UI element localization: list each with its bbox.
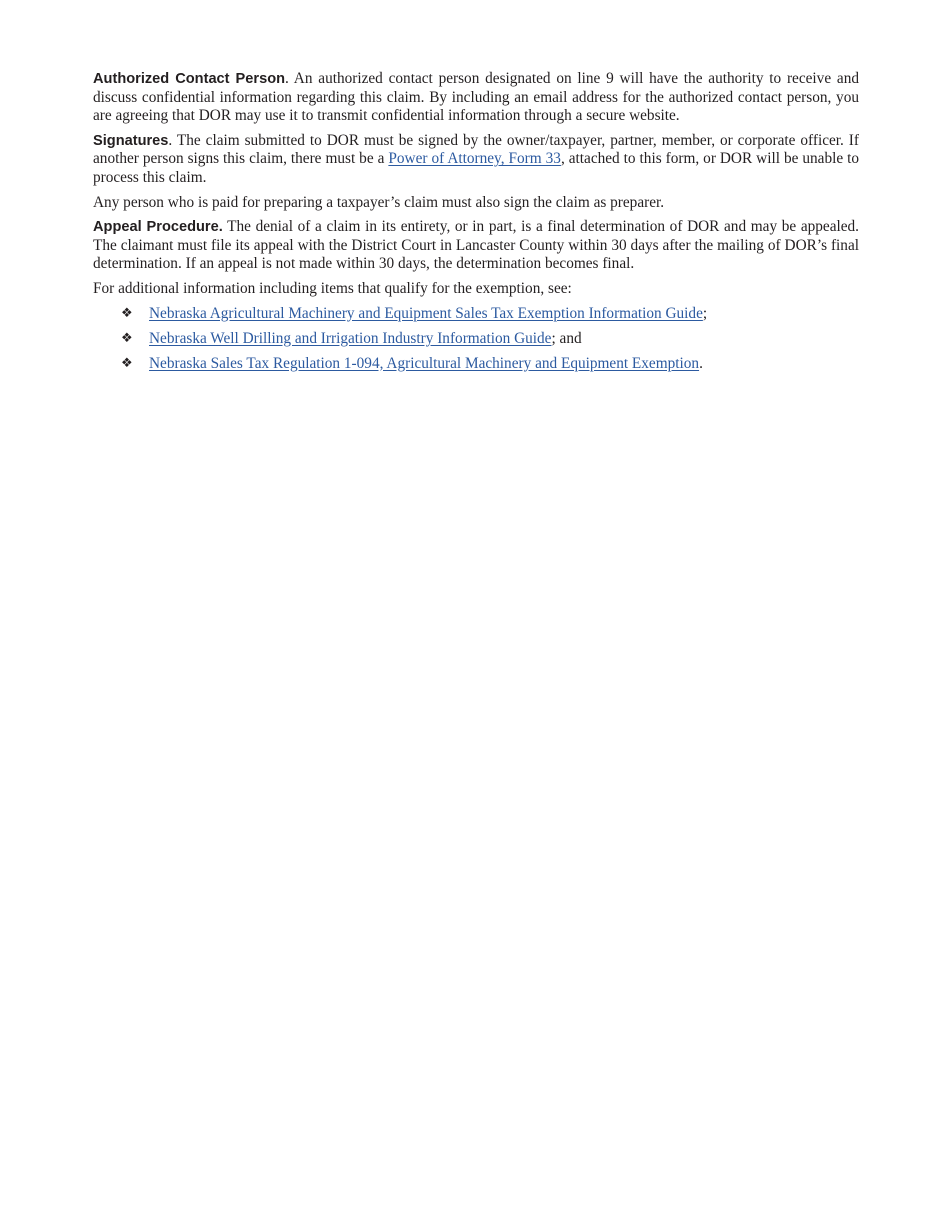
signatures-paragraph [93,132,859,188]
signatures-heading: Signatures [93,132,169,149]
agricultural-guide-link[interactable]: Nebraska Agricultural Machinery and Equipment Sales Tax Exemption Information Guide [149,304,703,322]
appeal-heading: Appeal Procedure. [93,219,223,236]
appeal-text: The denial of a claim in its entirety, or in part, is a final determination of DOR and may be appealed. The claimant must file its appeal with the District Court in Lancaster County within 30 days after the mailing of DOR’s final determination. If an appeal is not made within 30 days, the determination becomes final. [93,218,860,273]
additional-info-paragraph [93,280,859,299]
additional-info-text: For additional information including items that qualify for the exemption, see: [93,279,572,297]
appeal-paragraph [93,218,859,274]
document-body [93,70,859,380]
power-of-attorney-link[interactable]: Power of Attorney, Form 33 [388,150,561,168]
list-item [93,305,859,330]
authorized-contact-paragraph [93,70,859,126]
reference-suffix: . [699,354,703,372]
regulation-link[interactable]: Nebraska Sales Tax Regulation 1-094, Agricultural Machinery and Equipment Exemption [149,354,700,372]
authorized-contact-heading: Authorized Contact Person [93,71,286,87]
reference-suffix: ; and [551,329,582,347]
reference-suffix: ; [702,304,708,322]
list-item [93,330,859,355]
list-item [93,355,859,380]
authorized-contact-text: . An authorized contact person designated on line 9 will have the authority to receive and discuss confidential information regarding this claim. By including an email address for the authorized contact person, you are agreeing that DOR may use it to transmit confidential information through a secure website. [93,70,859,125]
diamond-bullet-icon: ❖ [121,355,133,371]
signatures-text-before: . The claim submitted to DOR must be signed by the owner/taxpayer, partner, member, or corporate officer. If another person signs this claim, there must be a [93,131,859,168]
preparer-paragraph [93,194,859,213]
diamond-bullet-icon: ❖ [121,305,133,321]
well-drilling-guide-link[interactable]: Nebraska Well Drilling and Irrigation Industry Information Guide [149,329,552,347]
diamond-bullet-icon: ❖ [121,330,133,346]
signatures-text-after: , attached to this form, or DOR will be unable to process this claim. [93,150,860,186]
reference-list [93,305,859,380]
preparer-text: Any person who is paid for preparing a taxpayer’s claim must also sign the claim as preparer. [93,193,665,211]
